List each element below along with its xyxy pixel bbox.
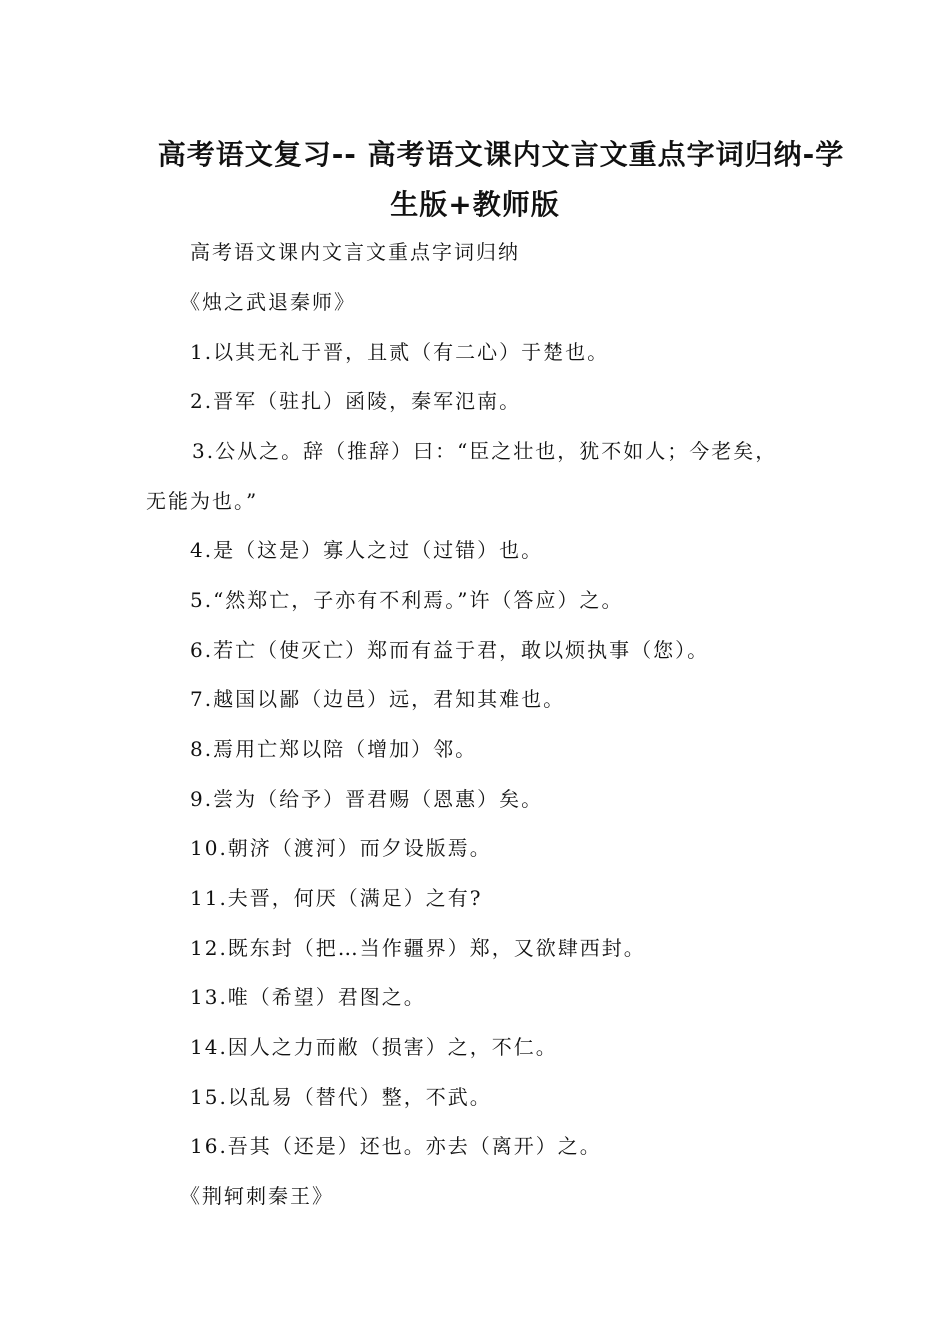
list-item: 8.焉用亡郑以陪（增加）邻。 (190, 737, 478, 761)
list-item: 9.尝为（给予）晋君赐（恩惠）矣。 (190, 787, 544, 811)
list-item: 12.既东封（把…当作疆界）郑，又欲肆西封。 (190, 936, 646, 960)
list-item-continuation: 无能为也。” (146, 489, 259, 513)
list-item: 10.朝济（渡河）而夕设版焉。 (190, 836, 492, 860)
list-item: 2.晋军（驻扎）函陵，秦军氾南。 (190, 389, 522, 413)
list-item: 14.因人之力而敝（损害）之，不仁。 (190, 1035, 558, 1059)
list-item: 4.是（这是）寡人之过（过错）也。 (190, 538, 544, 562)
document-title-line-1: 高考语文复习-- 高考语文课内文言文重点字词归纳-学 (157, 138, 845, 171)
list-item: 15.以乱易（替代）整，不武。 (190, 1085, 492, 1109)
list-item: 1.以其无礼于晋，且贰（有二心）于楚也。 (190, 340, 610, 364)
list-item: 5.“然郑亡，子亦有不利焉。”许（答应）之。 (190, 588, 624, 612)
list-item: 11.夫晋，何厌（满足）之有? (190, 886, 483, 910)
section-heading: 高考语文课内文言文重点字词归纳 (190, 240, 520, 264)
list-item: 16.吾其（还是）还也。亦去（离开）之。 (190, 1134, 602, 1158)
lesson-title-jingke: 《荆轲刺秦王》 (180, 1184, 334, 1208)
lesson-title-zhuzhiwu: 《烛之武退秦师》 (180, 290, 356, 314)
list-item: 13.唯（希望）君图之。 (190, 985, 426, 1009)
document-title-line-2: 生版+教师版 (390, 188, 560, 221)
list-item: 3.公从之。辞（推辞）曰：“臣之壮也，犹不如人；今老矣， (192, 439, 778, 463)
list-item: 6.若亡（使灭亡）郑而有益于君，敢以烦执事（您）。 (190, 638, 710, 662)
list-item: 7.越国以鄙（边邑）远，君知其难也。 (190, 687, 566, 711)
